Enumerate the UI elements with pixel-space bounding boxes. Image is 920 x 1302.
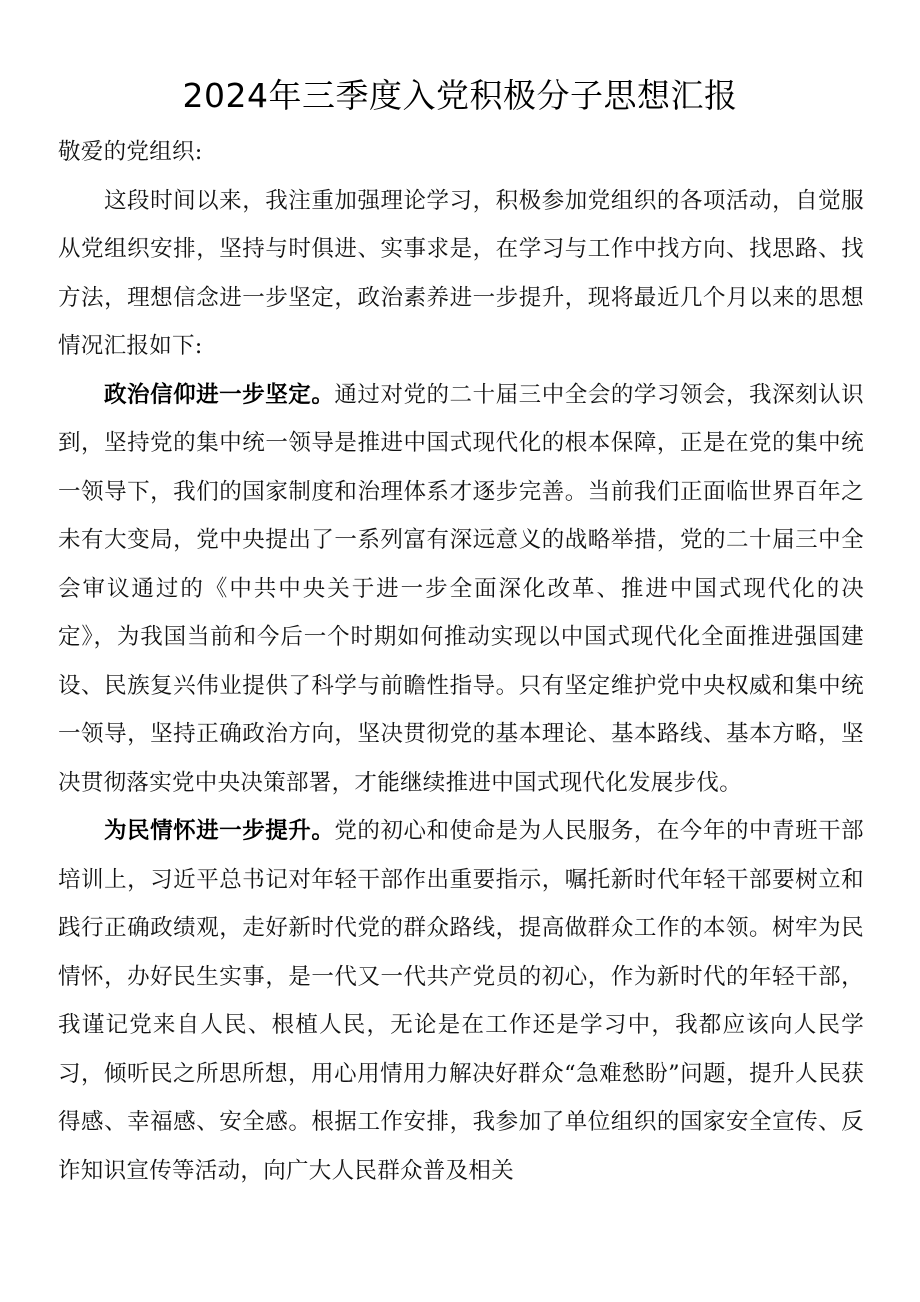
paragraph-heading: 政治信仰进一步坚定。 bbox=[104, 381, 335, 408]
salutation: 敬爱的党组织: bbox=[58, 139, 203, 165]
paragraph-political-belief bbox=[58, 371, 864, 808]
paragraph-text: 这段时间以来，我注重加强理论学习，积极参加党组织的各项活动，自觉服从党组织安排，坚持与时俱进、实事求是，在学习与工作中找方向、找思路、找方法，理想信念进一步坚定，政治素养进一步提升，现将最近几个月以来的思想情况汇报如下: bbox=[58, 187, 864, 359]
document-body bbox=[58, 128, 864, 1195]
paragraph-intro bbox=[58, 177, 864, 371]
paragraph-heading: 为民情怀进一步提升。 bbox=[104, 818, 335, 844]
paragraph-text: 党的初心和使命是为人民服务，在今年的中青班干部培训上，习近平总书记对年轻干部作出重要指示，嘱托新时代年轻干部要树立和践行正确政绩观，走好新时代党的群众路线，提高做群众工作的本领。树牢为民情怀，办好民生实事，是一代又一代共产党员的初心，作为新时代的年轻干部，我谨记党来自人民、根植人民，无论是在工作还是学习中，我都应该向人民学习，倾听民之所思所想，用心用情用力解决好群众“急难愁盼”问题，提升人民获得感、幸福感、安全感。根据工作安排，我参加了单位组织的国家安全宣传、反诈知识宣传等活动，向广大人民群众普及相关 bbox=[58, 818, 864, 1184]
paragraph-people-sentiment bbox=[58, 807, 864, 1195]
paragraph-text: 通过对党的二十届三中全会的学习领会，我深刻认识到，坚持党的集中统一领导是推进中国式现代化的根本保障，正是在党的集中统一领导下，我们的国家制度和治理体系才逐步完善。当前我们正面临世界百年之未有大变局，党中央提出了一系列富有深远意义的战略举措，党的二十届三中全会审议通过的《中共中央关于进一步全面深化改革、推进中国式现代化的决定》，为我国当前和今后一个时期如何推动实现以中国式现代化全面推进强国建设、民族复兴伟业提供了科学与前瞻性指导。只有坚定维护党中央权威和集中统一领导，坚持正确政治方向，坚决贯彻党的基本理论、基本路线、基本方略，坚决贯彻落实党中央决策部署，才能继续推进中国式现代化发展步伐。 bbox=[58, 381, 864, 796]
document-title: 2024年三季度入党积极分子思想汇报 bbox=[182, 76, 738, 115]
